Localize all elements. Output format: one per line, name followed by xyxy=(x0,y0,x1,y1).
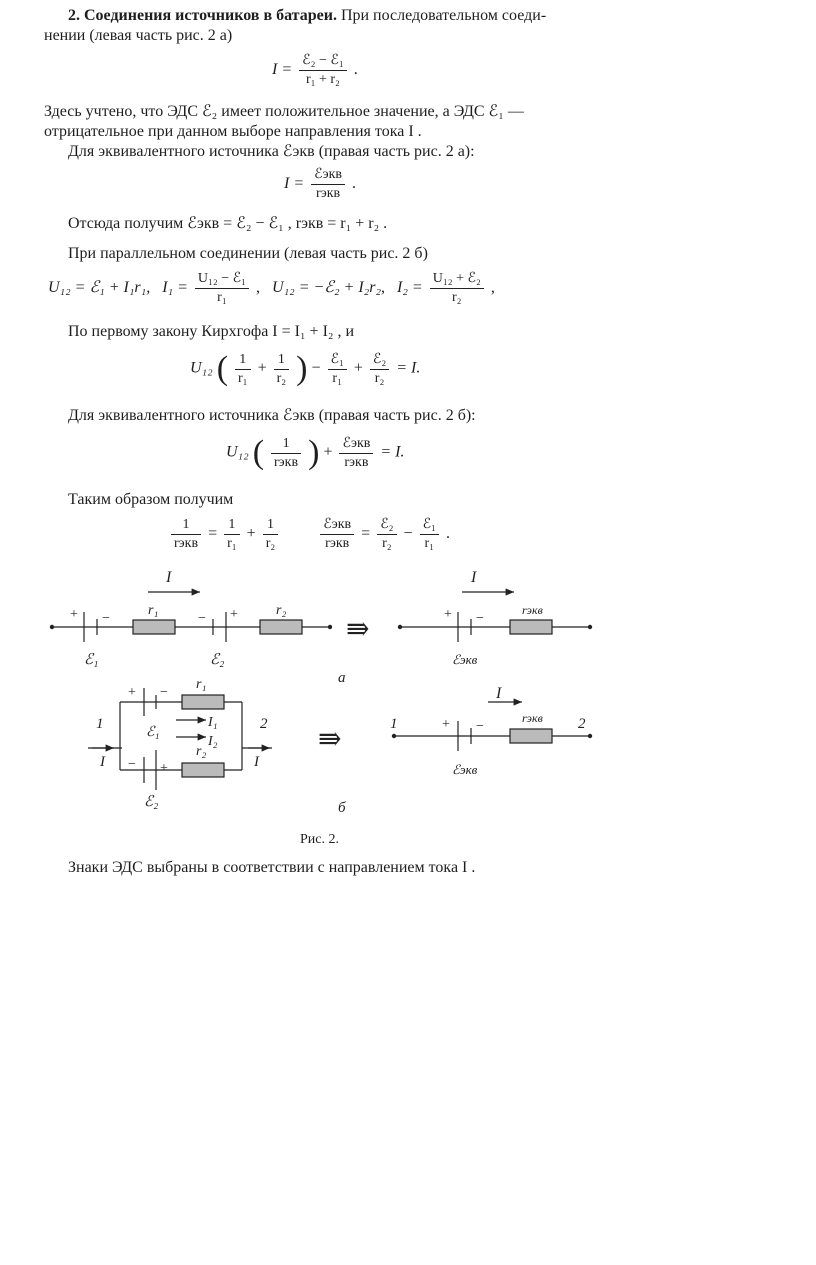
eq6-plus: + xyxy=(246,525,256,543)
eq6-g3-num: ℰ₁ xyxy=(422,517,436,532)
label-I1: I₁ xyxy=(208,715,218,730)
equation-1 xyxy=(272,52,358,89)
label-current: I xyxy=(254,754,259,770)
eq4-f2-den: r₂ xyxy=(274,369,290,388)
label-I2: I₂ xyxy=(208,734,218,749)
label-current: I xyxy=(166,569,172,586)
eq3-b-numerator: U₁₂ − ℰ₁ xyxy=(197,271,247,286)
node-dot xyxy=(328,625,331,628)
paragraph-line: Знаки ЭДС выбраны в соответствии с направлением тока I . xyxy=(68,859,476,876)
eq6-minus: − xyxy=(403,525,413,543)
resistor-r1 xyxy=(182,695,224,709)
equation-6 xyxy=(168,516,450,553)
eq5-rhs: = I. xyxy=(380,443,405,461)
label-E2: ℰ₂ xyxy=(210,652,225,668)
eq1-lhs: I = xyxy=(272,61,293,79)
label-plus: + xyxy=(442,717,450,732)
label-minus: − xyxy=(476,611,484,626)
eq5-f1-num: 1 xyxy=(282,435,290,451)
equation-3 xyxy=(48,270,495,307)
resistor-r2 xyxy=(182,763,224,777)
label-a: а xyxy=(338,670,346,686)
label-b: б xyxy=(338,800,346,816)
label-req: rэкв xyxy=(522,603,543,617)
eq2-end: . xyxy=(352,175,357,193)
paragraph-heading-line xyxy=(68,6,546,26)
label-minus: − xyxy=(160,685,168,700)
eq6-f2-den: r₁ xyxy=(224,534,240,553)
paragraph-line: Отсюда получим ℰэкв = ℰ₂ − ℰ₁ , rэкв = r₁ + r₂ . xyxy=(68,215,388,232)
resistor-r1 xyxy=(133,620,175,634)
eq6-end: . xyxy=(445,525,450,543)
eq1-denominator: r₁ + r₂ xyxy=(299,70,347,89)
eq1-end: . xyxy=(353,61,358,79)
node-dot xyxy=(50,625,53,628)
label-Eeq: ℰэкв xyxy=(452,762,478,777)
label-plus: + xyxy=(160,761,168,776)
eq4-u12: U₁₂ xyxy=(190,359,213,377)
eq4-f4-den: r₂ xyxy=(370,369,389,388)
eq2-denominator: rэкв xyxy=(311,184,345,203)
eq6-f3-num: 1 xyxy=(266,517,274,532)
eq6-f3-den: r₂ xyxy=(263,534,279,553)
label-node2: 2 xyxy=(260,716,268,732)
label-r2: r₂ xyxy=(196,744,207,759)
eq6-g2-den: r₂ xyxy=(377,534,396,553)
eq4-f3-num: ℰ₁ xyxy=(330,351,344,367)
label-current: I xyxy=(496,685,502,702)
figure-2 xyxy=(0,560,816,860)
eq4-f2-num: 1 xyxy=(277,351,285,367)
eq4-rhs: = I. xyxy=(396,359,421,377)
paragraph-line: При параллельном соединении (левая часть рис. 2 б) xyxy=(68,245,428,262)
eq3-b-end: , xyxy=(256,279,261,297)
label-r1: r₁ xyxy=(148,603,159,618)
label-minus: − xyxy=(476,719,484,734)
resistor-req xyxy=(510,620,552,634)
label-E2: ℰ₂ xyxy=(144,794,159,810)
eq3-part-b-lhs: I₁ = xyxy=(162,279,188,297)
label-r2: r₂ xyxy=(276,603,287,618)
eq5-f2-num: ℰэкв xyxy=(342,435,371,451)
eq4-minus: − xyxy=(311,359,321,377)
label-minus: − xyxy=(102,611,110,626)
paragraph-line: нении (левая часть рис. 2 а) xyxy=(44,27,233,44)
label-node1: 1 xyxy=(390,716,398,732)
heading-continuation: При последовательном соеди- xyxy=(340,7,547,24)
eq2-lhs: I = xyxy=(284,175,305,193)
eq6-eq2: = xyxy=(361,525,371,543)
label-node1: 1 xyxy=(96,716,104,732)
eq3-d-denominator: r₂ xyxy=(430,288,484,307)
equation-5: U₁₂ ( $\frac{1}{\text{rэкв}}$ ) + $\frac{\text{ℰэкв}}{\text{rэкв}}$ = I. xyxy=(226,434,405,471)
figure-caption: Рис. 2. xyxy=(300,832,339,847)
equation-4: U₁₂ ( $\frac{1}{\text{r₁}}$ + $\frac{1}{\text{r₂}}$ ) − $\frac{\text{ℰ₁}}{\text{r₁}}$ + $\frac{\text{ℰ₂}}{\text{r₂}}$ = I. xyxy=(190,350,421,387)
label-plus: + xyxy=(70,607,78,622)
eq6-f1-num: 1 xyxy=(182,517,190,532)
eq6-f1-den: rэкв xyxy=(171,534,201,553)
eq3-part-a: U₁₂ = ℰ₁ + I₁r₁, xyxy=(48,279,151,297)
eq3-d-end: , xyxy=(490,279,495,297)
resistor-req xyxy=(510,729,552,743)
section-heading: 2. Соединения источников в батареи. xyxy=(68,7,337,24)
eq4-f1-den: r₁ xyxy=(235,369,251,388)
eq2-numerator: ℰэкв xyxy=(314,167,343,182)
eq3-part-d-lhs: I₂ = xyxy=(397,279,423,297)
label-plus: + xyxy=(444,607,452,622)
label-minus: − xyxy=(128,757,136,772)
paragraph-line: Для эквивалентного источника ℰэкв (правая часть рис. 2 а): xyxy=(68,143,475,160)
eq6-g3-den: r₁ xyxy=(420,534,439,553)
eq6-f2-num: 1 xyxy=(228,517,236,532)
eq6-g1-num: ℰэкв xyxy=(323,517,352,532)
label-r1: r₁ xyxy=(196,677,207,692)
eq1-numerator: ℰ₂ − ℰ₁ xyxy=(302,53,344,68)
label-node2: 2 xyxy=(578,716,586,732)
label-Eeq: ℰэкв xyxy=(452,652,478,667)
label-plus: + xyxy=(230,607,238,622)
eq4-f4-num: ℰ₂ xyxy=(372,351,387,367)
eq4-f3-den: r₁ xyxy=(328,369,347,388)
label-req: rэкв xyxy=(522,711,543,725)
eq6-eq: = xyxy=(208,525,218,543)
eq5-plus: + xyxy=(323,443,333,461)
paragraph-line: отрицательное при данном выборе направления тока I . xyxy=(44,123,422,140)
label-current: I xyxy=(471,569,477,586)
implies-arrow: ⇛ xyxy=(346,614,370,645)
paragraph-line: Таким образом получим xyxy=(68,491,234,508)
eq3-d-numerator: U₁₂ + ℰ₂ xyxy=(432,271,481,286)
eq5-f1-den: rэкв xyxy=(271,453,301,472)
implies-arrow: ⇛ xyxy=(318,724,342,755)
equation-2 xyxy=(284,166,356,203)
paragraph-line: По первому закону Кирхгофа I = I₁ + I₂ , и xyxy=(68,323,355,340)
eq4-plus2: + xyxy=(353,359,363,377)
eq3-b-denominator: r₁ xyxy=(195,288,249,307)
eq5-u12: U₁₂ xyxy=(226,443,249,461)
paragraph-line: Здесь учтено, что ЭДС ℰ₂ имеет положительное значение, а ЭДС ℰ₁ — xyxy=(44,103,524,120)
paragraph-line: Для эквивалентного источника ℰэкв (правая часть рис. 2 б): xyxy=(68,407,476,424)
eq4-f1-num: 1 xyxy=(239,351,247,367)
eq6-g1-den: rэкв xyxy=(320,534,354,553)
eq4-plus: + xyxy=(257,359,267,377)
label-E1: ℰ₁ xyxy=(146,725,160,740)
eq5-f2-den: rэкв xyxy=(339,453,373,472)
eq3-part-c: U₁₂ = −ℰ₂ + I₂r₂, xyxy=(272,279,386,297)
eq6-g2-num: ℰ₂ xyxy=(380,517,394,532)
label-E1: ℰ₁ xyxy=(84,652,99,668)
label-current: I xyxy=(100,754,105,770)
resistor-r2 xyxy=(260,620,302,634)
label-minus: − xyxy=(198,611,206,626)
label-plus: + xyxy=(128,685,136,700)
